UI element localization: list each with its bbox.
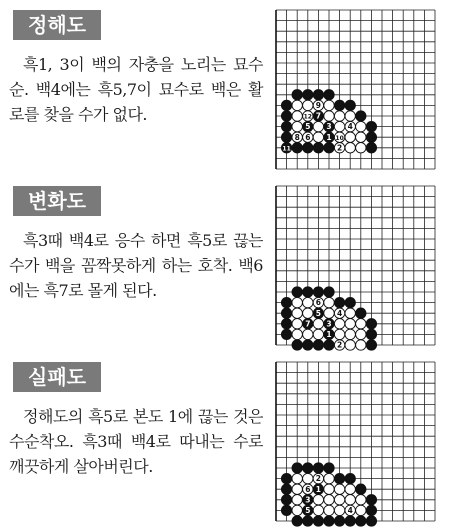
white-stone: [313, 495, 323, 505]
black-stone: [356, 484, 366, 494]
black-stone: [292, 143, 302, 153]
go-board-diagram: [270, 4, 446, 179]
black-stone: [313, 308, 323, 318]
white-stone: [324, 495, 334, 505]
move-number: 4: [347, 506, 353, 515]
white-stone: [345, 319, 355, 329]
black-stone: [356, 308, 366, 318]
section-description: 정해도의 흑5로 본도 1에 끊는 것은 수순착오. 흑3때 백4로 따내는 수로 깨끗하게 살아버린다.: [9, 407, 263, 476]
black-stone: [334, 516, 344, 526]
white-stone: [356, 121, 366, 131]
black-stone: [281, 473, 291, 483]
white-stone: [334, 495, 344, 505]
move-number: 6: [305, 132, 311, 142]
white-stone: [313, 121, 323, 131]
black-stone: [281, 484, 291, 494]
white-stone: [292, 308, 302, 318]
white-stone: [324, 473, 334, 483]
black-stone: [281, 143, 291, 153]
black-stone: [303, 90, 313, 100]
black-stone: [324, 143, 334, 153]
move-number: 11: [282, 145, 291, 153]
black-stone: [345, 473, 355, 483]
white-stone: [324, 100, 334, 110]
white-stone: [303, 473, 313, 483]
black-stone: [313, 484, 323, 494]
white-stone: [356, 340, 366, 350]
black-stone: [324, 340, 334, 350]
move-number: 1: [326, 132, 332, 142]
move-number: 3: [326, 122, 332, 132]
move-number: 6: [305, 484, 311, 494]
white-stone: [345, 495, 355, 505]
white-stone: [356, 329, 366, 339]
black-stone: [345, 297, 355, 307]
black-stone: [324, 463, 334, 473]
white-stone: [303, 329, 313, 339]
black-stone: [334, 473, 344, 483]
black-stone: [303, 463, 313, 473]
white-stone: [303, 308, 313, 318]
white-stone: [356, 505, 366, 515]
white-stone: [334, 308, 344, 318]
move-number: 7: [315, 111, 322, 121]
white-stone: [303, 111, 313, 121]
white-stone: [292, 132, 302, 142]
white-stone: [356, 319, 366, 329]
black-stone: [292, 516, 302, 526]
black-stone: [334, 100, 344, 110]
white-stone: [345, 505, 355, 515]
black-stone: [324, 319, 334, 329]
white-stone: [303, 132, 313, 142]
black-stone: [292, 340, 302, 350]
black-stone: [356, 111, 366, 121]
black-stone: [303, 516, 313, 526]
black-stone: [366, 319, 376, 329]
white-stone: [356, 143, 366, 153]
black-stone: [313, 516, 323, 526]
black-stone: [303, 340, 313, 350]
white-stone: [334, 143, 344, 153]
move-number: 3: [326, 319, 332, 329]
black-stone: [303, 319, 313, 329]
white-stone: [292, 495, 302, 505]
white-stone: [345, 308, 355, 318]
white-stone: [345, 121, 355, 131]
section-failure: [0, 352, 450, 528]
move-number: 2: [336, 143, 343, 153]
black-stone: [303, 505, 313, 515]
white-stone: [313, 329, 323, 339]
black-stone: [281, 100, 291, 110]
white-stone: [324, 111, 334, 121]
white-stone: [292, 100, 302, 110]
white-stone: [313, 473, 323, 483]
move-number: 9: [315, 101, 322, 110]
black-stone: [324, 329, 334, 339]
move-number: 2: [315, 474, 322, 484]
black-stone: [345, 516, 355, 526]
black-stone: [313, 287, 323, 297]
black-stone: [313, 463, 323, 473]
white-stone: [324, 505, 334, 515]
black-stone: [303, 143, 313, 153]
white-stone: [313, 297, 323, 307]
white-stone: [324, 308, 334, 318]
black-stone: [281, 132, 291, 142]
black-stone: [324, 90, 334, 100]
white-stone: [334, 484, 344, 494]
black-stone: [366, 329, 376, 339]
black-stone: [292, 287, 302, 297]
white-stone: [334, 319, 344, 329]
white-stone: [303, 484, 313, 494]
move-number: 8: [294, 132, 300, 142]
white-stone: [334, 505, 344, 515]
white-stone: [313, 319, 323, 329]
white-stone: [334, 329, 344, 339]
white-stone: [345, 132, 355, 142]
white-stone: [292, 505, 302, 515]
move-number: 5: [315, 308, 322, 318]
black-stone: [281, 121, 291, 131]
section-description: 흑1, 3이 백의 자충을 노리는 묘수순. 백4에는 흑5,7이 묘수로 백은 활로를 찾을 수가 없다.: [9, 55, 263, 124]
white-stone: [313, 132, 323, 142]
section-variation: [0, 176, 450, 352]
white-stone: [292, 329, 302, 339]
move-number: 1: [326, 330, 332, 339]
black-stone: [366, 340, 376, 350]
black-stone: [313, 143, 323, 153]
white-stone: [334, 111, 344, 121]
section-title: 정해도: [13, 10, 101, 40]
black-stone: [345, 100, 355, 110]
move-number: 7: [305, 319, 311, 329]
black-stone: [324, 287, 334, 297]
white-stone: [356, 495, 366, 505]
black-stone: [366, 121, 376, 131]
move-number: 3: [305, 495, 311, 505]
black-stone: [324, 121, 334, 131]
black-stone: [313, 90, 323, 100]
black-stone: [366, 143, 376, 153]
black-stone: [292, 90, 302, 100]
black-stone: [281, 495, 291, 505]
black-stone: [292, 463, 302, 473]
white-stone: [345, 143, 355, 153]
go-board-diagram: [270, 356, 446, 531]
black-stone: [366, 505, 376, 515]
black-stone: [303, 121, 313, 131]
black-stone: [303, 287, 313, 297]
move-number: 4: [336, 308, 343, 318]
black-stone: [366, 516, 376, 526]
black-stone: [281, 505, 291, 515]
white-stone: [345, 329, 355, 339]
white-stone: [334, 340, 344, 350]
section-description: 흑3때 백4로 응수 하면 흑5로 끊는 수가 백을 꼼짝못하게 하는 호착. 백6에는 흑7로 몰게 된다.: [9, 231, 263, 300]
white-stone: [324, 297, 334, 307]
white-stone: [345, 484, 355, 494]
move-number: 2: [336, 340, 343, 350]
black-stone: [281, 297, 291, 307]
white-stone: [324, 484, 334, 494]
white-stone: [334, 121, 344, 131]
white-stone: [334, 132, 344, 142]
section-solution: [0, 0, 450, 176]
move-number: 5: [305, 122, 311, 132]
white-stone: [313, 505, 323, 515]
black-stone: [313, 111, 323, 121]
white-stone: [356, 132, 366, 142]
move-number: 5: [305, 506, 311, 515]
move-number: 6: [315, 298, 322, 308]
white-stone: [292, 473, 302, 483]
black-stone: [313, 340, 323, 350]
white-stone: [292, 484, 302, 494]
black-stone: [324, 132, 334, 142]
section-title: 실패도: [13, 362, 101, 392]
white-stone: [292, 319, 302, 329]
black-stone: [334, 297, 344, 307]
black-stone: [281, 111, 291, 121]
black-stone: [324, 516, 334, 526]
go-board-diagram: [270, 180, 446, 355]
black-stone: [281, 329, 291, 339]
black-stone: [366, 495, 376, 505]
white-stone: [313, 100, 323, 110]
move-number: 12: [303, 113, 312, 121]
black-stone: [366, 132, 376, 142]
black-stone: [281, 319, 291, 329]
white-stone: [292, 111, 302, 121]
white-stone: [345, 340, 355, 350]
section-title: 변화도: [13, 186, 101, 216]
white-stone: [303, 297, 313, 307]
black-stone: [356, 516, 366, 526]
move-number: 10: [335, 134, 344, 142]
white-stone: [303, 100, 313, 110]
white-stone: [292, 121, 302, 131]
move-number: 1: [315, 484, 322, 494]
white-stone: [292, 297, 302, 307]
white-stone: [345, 111, 355, 121]
black-stone: [303, 495, 313, 505]
black-stone: [281, 308, 291, 318]
move-number: 4: [347, 122, 353, 132]
